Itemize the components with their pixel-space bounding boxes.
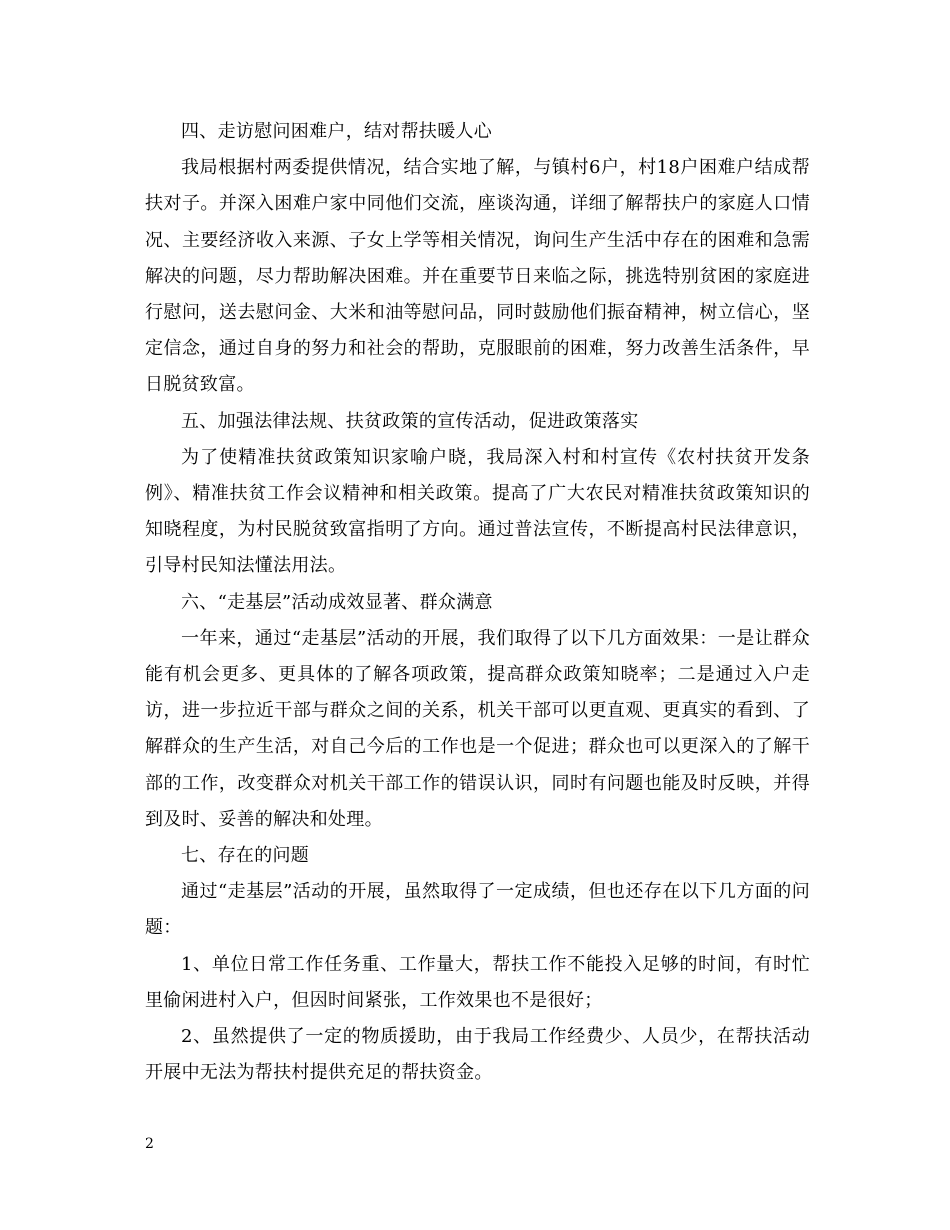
page-number: 2 <box>145 1136 154 1152</box>
section-paragraph-5: 为了使精准扶贫政策知识家喻户晓，我局深入村和村宣传《农村扶贫开发条例》、精准扶贫工作会议精神和相关政策。提高了广大农民对精准扶贫政策知识的知晓程度，为村民脱贫致富指明了方向。通过普法宣传，不断提高村民法律意识，引导村民知法懂法用法。 <box>145 446 810 577</box>
section-heading-5: 五、加强法律法规、扶贫政策的宣传活动，促进政策落实 <box>181 410 639 432</box>
section-paragraph-7-intro: 通过“走基层”活动的开展，虽然取得了一定成绩，但也还存在以下几方面的问题： <box>145 881 810 939</box>
problem-item-2: 2、虽然提供了一定的物质援助，由于我局工作经费少、人员少，在帮扶活动开展中无法为帮扶村提供充足的帮扶资金。 <box>145 1026 810 1084</box>
problem-item-1: 1、单位日常工作任务重、工作量大，帮扶工作不能投入足够的时间，有时忙里偷闲进村入户，但因时间紧张，工作效果也不是很好； <box>145 953 810 1011</box>
section-heading-6: 六、“走基层”活动成效显著、群众满意 <box>181 591 493 613</box>
document-body <box>145 114 810 1091</box>
section-heading-7: 七、存在的问题 <box>181 845 310 867</box>
section-heading-4: 四、走访慰问困难户，结对帮扶暖人心 <box>181 121 493 142</box>
section-paragraph-4: 我局根据村两委提供情况，结合实地了解，与镇村6户，村18户困难户结成帮扶对子。并深入困难户家中同他们交流，座谈沟通，详细了解帮扶户的家庭人口情况、主要经济收入来源、子女上学等相关情况，询问生产生活中存在的困难和急需解决的问题，尽力帮助解决困难。并在重要节日来临之际，挑选特别贫困的家庭进行慰问，送去慰问金、大米和油等慰问品，同时鼓励他们振奋精神，树立信心，坚定信念，通过自身的努力和社会的帮助，克服眼前的困难，努力改善生活条件，早日脱贫致富。 <box>145 157 810 396</box>
section-paragraph-6: 一年来，通过“走基层”活动的开展，我们取得了以下几方面效果：一是让群众能有机会更多、更具体的了解各项政策，提高群众政策知晓率；二是通过入户走访，进一步拉近干部与群众之间的关系，机关干部可以更直观、更真实的看到、了解群众的生产生活，对自己今后的工作也是一个促进；群众也可以更深入的了解干部的工作，改变群众对机关干部工作的错误认识，同时有问题也能及时反映，并得到及时、妥善的解决和处理。 <box>145 627 810 830</box>
